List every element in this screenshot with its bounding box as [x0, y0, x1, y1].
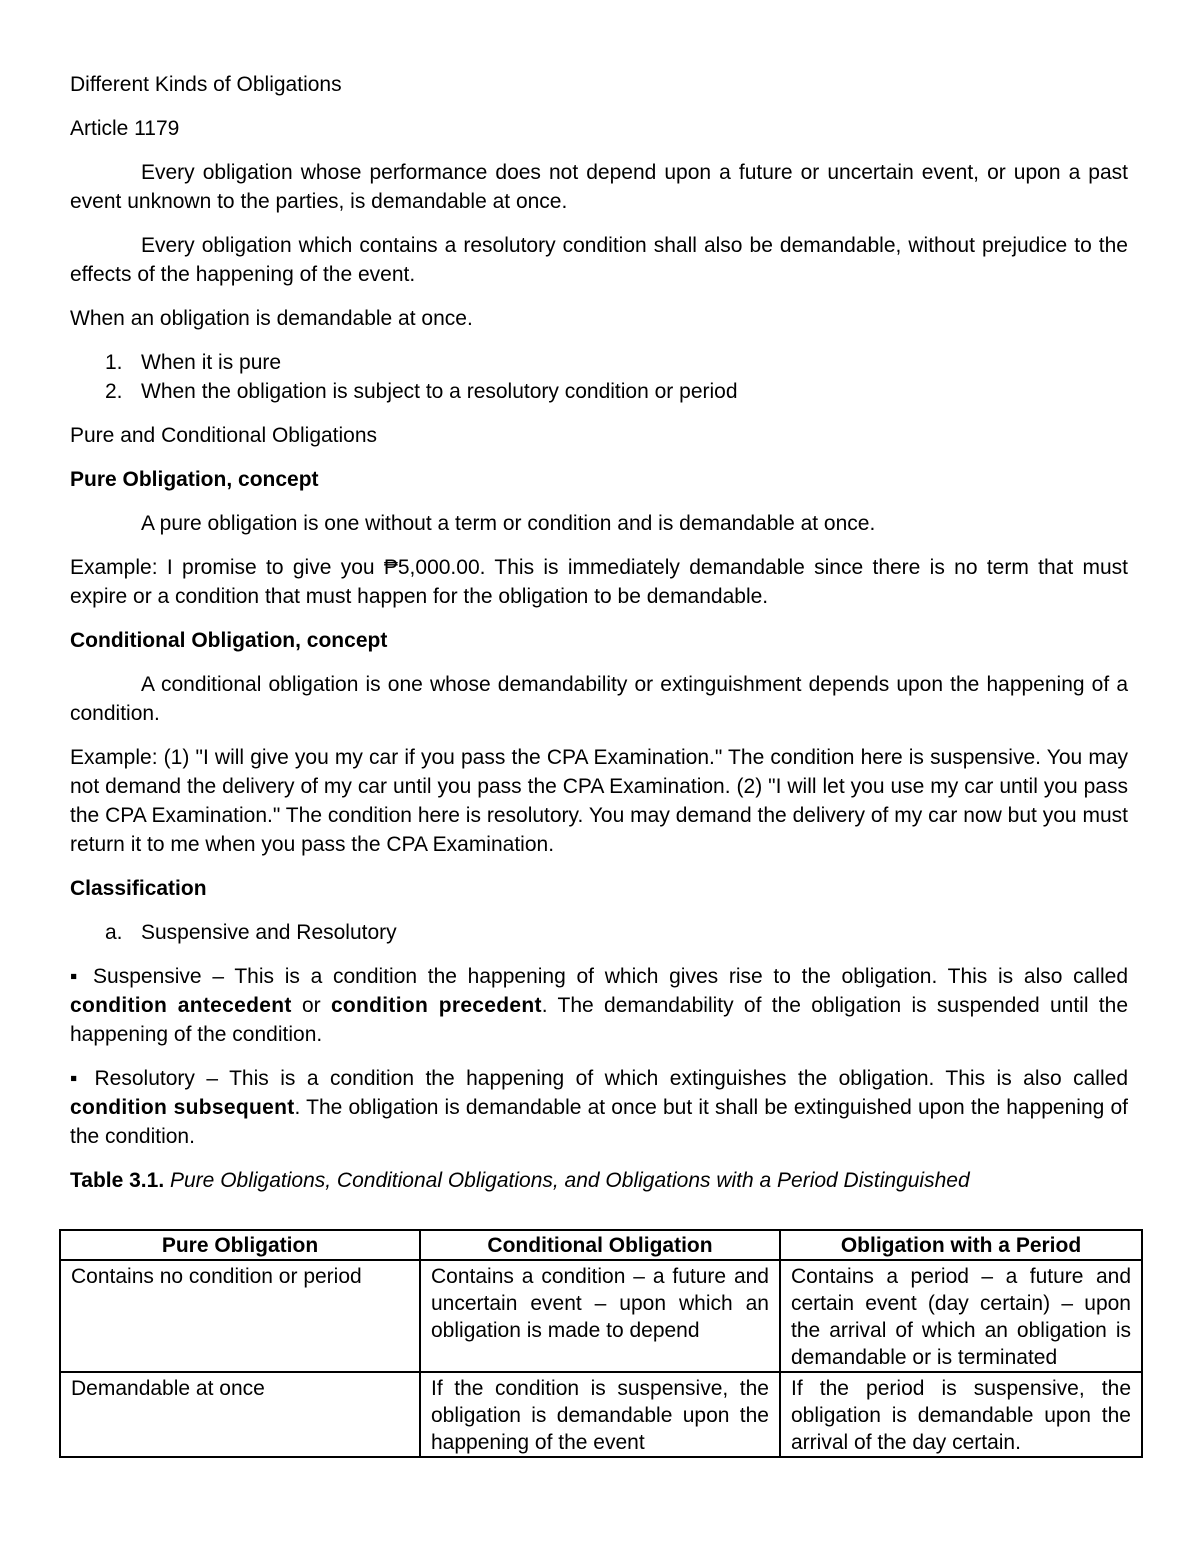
- resolutory-tail: . The obligation is demandable at once but it shall be extinguished upon the happening of the condition.: [70, 1096, 1128, 1148]
- table-caption-label: Table 3.1.: [70, 1169, 165, 1192]
- table-cell: Demandable at once: [60, 1372, 420, 1457]
- table-row: [60, 1260, 1142, 1372]
- table-cell: Contains a condition – a future and uncertain event – upon which an obligation is made to depend: [420, 1260, 780, 1372]
- resolutory-paragraph: [70, 1064, 1128, 1151]
- table-cell: Contains no condition or period: [60, 1260, 420, 1372]
- suspensive-joiner: or: [291, 994, 331, 1017]
- column-header: Obligation with a Period: [780, 1230, 1142, 1260]
- table-header-row: [60, 1230, 1142, 1260]
- list-item: [70, 377, 1128, 406]
- suspensive-tail: . The demandability of the obligation is suspended until the happening of the condition.: [70, 994, 1128, 1046]
- table-cell: Contains a period – a future and certain event (day certain) – upon the arrival of which an obligation is demandable or is terminated: [780, 1260, 1142, 1372]
- conditional-obligation-heading: Conditional Obligation, concept: [70, 629, 388, 652]
- resolutory-term: condition subsequent: [70, 1096, 295, 1119]
- suspensive-term-1: condition antecedent: [70, 994, 292, 1017]
- list-marker: a.: [105, 921, 123, 944]
- article-number: Article 1179: [70, 117, 180, 140]
- list-marker: 1.: [105, 351, 123, 374]
- classification-list: [70, 918, 1128, 947]
- classification-heading: Classification: [70, 877, 207, 900]
- demandable-list: [70, 348, 1128, 406]
- conditional-obligation-example: Example: (1) "I will give you my car if you pass the CPA Examination." The condition here is suspensive. You may not demand the delivery of my car until you pass the CPA Examination. (2) "I will let you use my car until you pass the CPA Examination." The condition here is resolutory. You may demand the delivery of my car now but you must return it to me when you pass the CPA Examination.: [70, 746, 1128, 856]
- column-header: Pure Obligation: [60, 1230, 420, 1260]
- table-cell: If the period is suspensive, the obligation is demandable upon the arrival of the day certain.: [780, 1372, 1142, 1457]
- demandable-intro: When an obligation is demandable at once.: [70, 307, 473, 330]
- list-marker: 2.: [105, 380, 123, 403]
- article-paragraph-1: Every obligation whose performance does not depend upon a future or uncertain event, or upon a past event unknown to the parties, is demandable at once.: [70, 161, 1128, 213]
- comparison-table: [59, 1229, 1143, 1458]
- list-item-text: When it is pure: [141, 351, 282, 374]
- table-row: [60, 1372, 1142, 1457]
- suspensive-term-2: condition precedent: [330, 994, 542, 1017]
- table-caption-text: Pure Obligations, Conditional Obligations, and Obligations with a Period Distinguished: [170, 1169, 970, 1192]
- list-item: [70, 348, 1128, 377]
- document-title: Different Kinds of Obligations: [70, 73, 342, 96]
- suspensive-paragraph: [70, 962, 1128, 1049]
- table-caption: [70, 1166, 1128, 1195]
- list-item: [70, 918, 1128, 947]
- suspensive-lead: ▪ Suspensive – This is a condition the happening of which gives rise to the obligation. This is also called: [70, 965, 1128, 988]
- column-header: Conditional Obligation: [420, 1230, 780, 1260]
- pure-obligation-definition: A pure obligation is one without a term or condition and is demandable at once.: [141, 512, 876, 535]
- list-item-text: Suspensive and Resolutory: [141, 921, 397, 944]
- pure-obligation-example: Example: I promise to give you ₱5,000.00. This is immediately demandable since there is no term that must expire or a condition that must happen for the obligation to be demandable.: [70, 556, 1128, 608]
- table-cell: If the condition is suspensive, the obligation is demandable upon the happening of the event: [420, 1372, 780, 1457]
- resolutory-lead: ▪ Resolutory – This is a condition the happening of which extinguishes the obligation. This is also called: [70, 1067, 1128, 1090]
- list-item-text: When the obligation is subject to a resolutory condition or period: [141, 380, 738, 403]
- conditional-obligation-definition: A conditional obligation is one whose demandability or extinguishment depends upon the happening of a condition.: [70, 673, 1128, 725]
- document-page: [70, 70, 1128, 1210]
- pure-obligation-heading: Pure Obligation, concept: [70, 468, 319, 491]
- section-title: Pure and Conditional Obligations: [70, 424, 378, 447]
- article-paragraph-2: Every obligation which contains a resolutory condition shall also be demandable, without prejudice to the effects of the happening of the event.: [70, 234, 1128, 286]
